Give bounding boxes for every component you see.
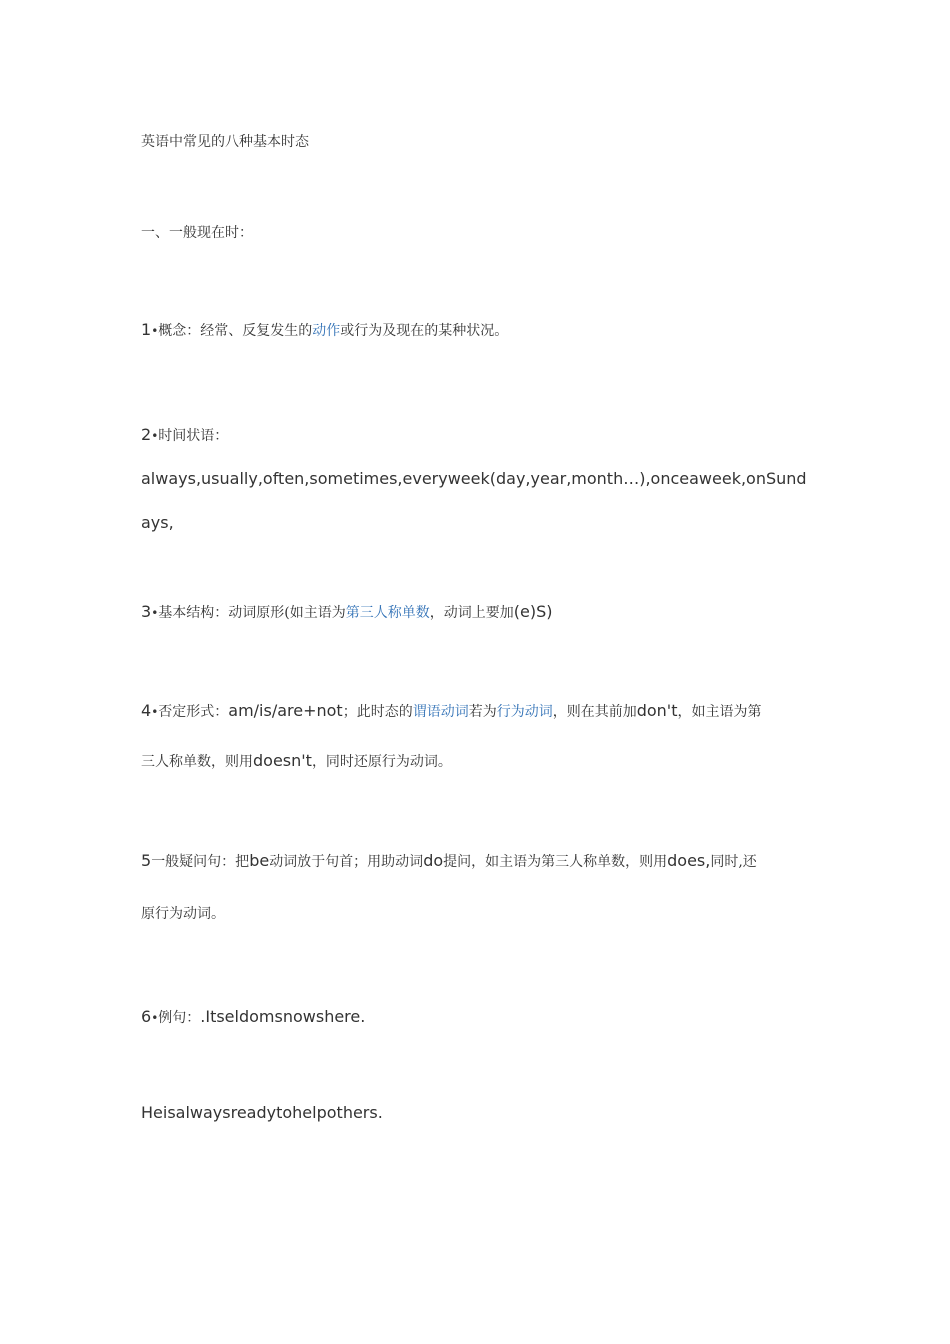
item-number: 3 xyxy=(141,602,152,621)
item-number: 2 xyxy=(141,425,152,444)
item-5-general-question-line-2: 原行为动词。 xyxy=(141,906,225,922)
time-adverbials-line-1: always,usually,often,sometimes,everyweek(day,year,month…),onceaweek,onSund xyxy=(141,469,807,488)
item-number: 5 xyxy=(141,851,152,870)
link-action-verb[interactable]: 行为动词 xyxy=(496,704,553,720)
item-number: 1 xyxy=(141,320,152,339)
item-4-negative-form-line-2: 三人称单数，则用doesn't，同时还原行为动词。 xyxy=(141,751,452,770)
bullet-dot: • xyxy=(151,324,159,338)
bullet-dot: • xyxy=(151,429,159,443)
time-adverbials-line-2: ays, xyxy=(141,513,174,532)
bullet-dot: • xyxy=(151,606,159,620)
link-action[interactable]: 动作 xyxy=(312,323,341,339)
item-3-basic-structure: 3•基本结构：动词原形(如主语为第三人称单数，动词上要加(e)S) xyxy=(141,602,553,621)
item-4-negative-form: 4•否定形式：am/is/are+not；此时态的谓语动词若为行为动词，则在其前加don't，如主语为第 xyxy=(141,701,762,720)
link-predicate-verb[interactable]: 谓语动词 xyxy=(412,704,469,720)
item-5-general-question: 5一般疑问句：把be动词放于句首；用助动词do提问，如主语为第三人称单数，则用does,同时,还 xyxy=(141,851,757,870)
bullet-dot: • xyxy=(151,1011,159,1025)
item-2-time-adverbials: 2•时间状语： xyxy=(141,425,229,444)
item-number: 6 xyxy=(141,1007,152,1026)
example-sentence-1: .Itseldomsnowshere. xyxy=(200,1007,366,1026)
bullet-dot: • xyxy=(151,705,159,719)
section-heading-simple-present: 一、一般现在时： xyxy=(141,225,253,241)
example-sentence-2: Heisalwaysreadytohelpothers. xyxy=(141,1103,383,1122)
item-number: 4 xyxy=(141,701,152,720)
item-1-concept: 1•概念：经常、反复发生的动作或行为及现在的某种状况。 xyxy=(141,320,509,339)
document-title: 英语中常见的八种基本时态 xyxy=(141,134,309,150)
link-third-person-singular[interactable]: 第三人称单数 xyxy=(345,605,430,621)
item-6-examples: 6•例句：.Itseldomsnowshere. xyxy=(141,1007,366,1026)
